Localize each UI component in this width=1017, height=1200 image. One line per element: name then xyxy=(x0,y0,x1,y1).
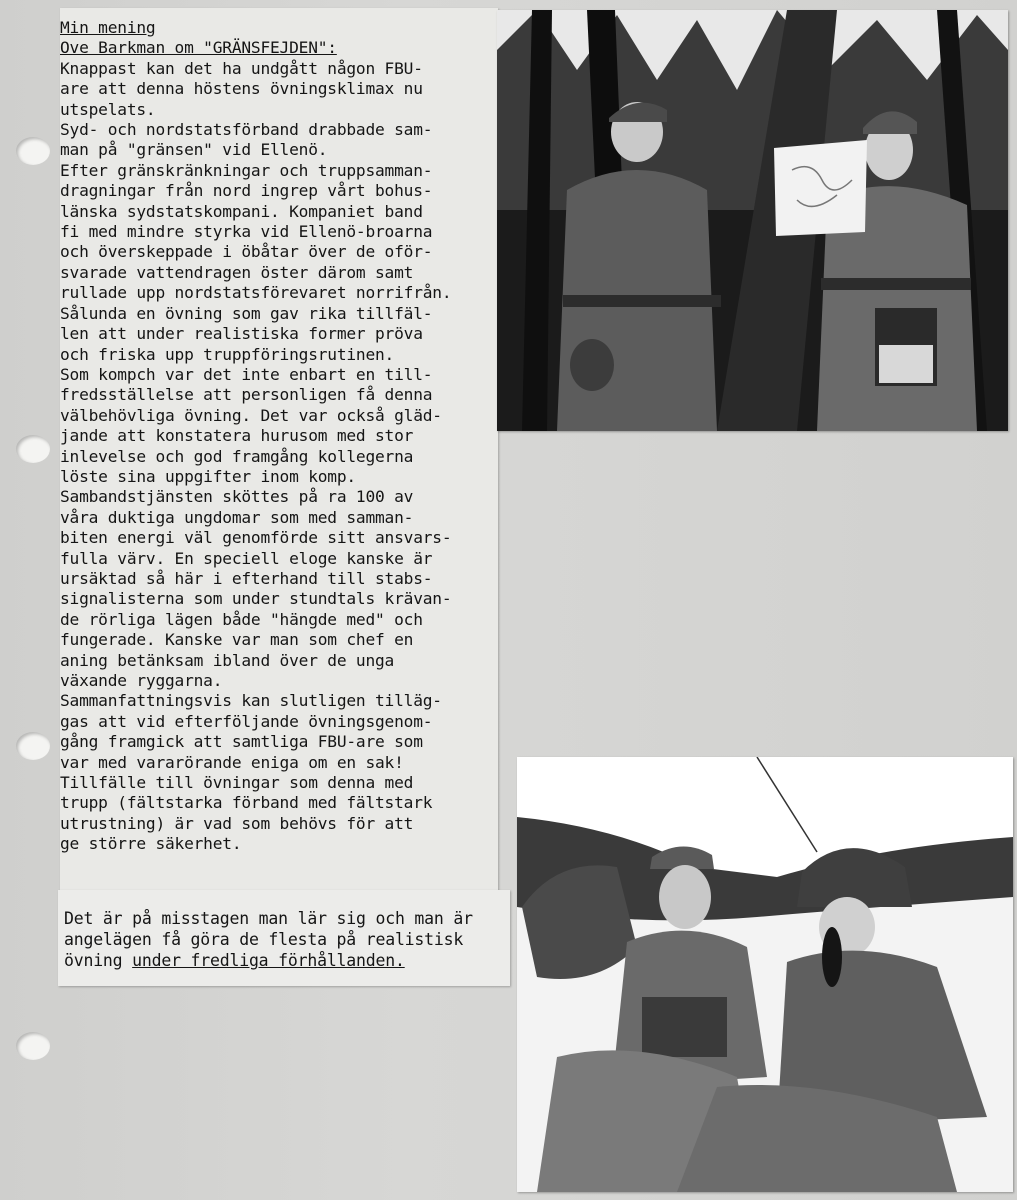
text-line: Sambandstjänsten sköttes på ra 100 av xyxy=(60,487,414,507)
text-line: inlevelse och god framgång kollegerna xyxy=(60,446,414,466)
photo-image xyxy=(517,757,1013,1192)
text-line: var med vararörande eniga om en sak! xyxy=(60,752,404,772)
newspaper-clipping-footer xyxy=(58,890,510,986)
text-line: fi med mindre styrka vid Ellenö-broarna xyxy=(60,222,433,242)
text-line: biten energi väl genomförde sitt ansvars- xyxy=(60,528,452,548)
footer-line-prefix: övning xyxy=(64,951,133,970)
text-line: Knappast kan det ha undgått någon FBU- xyxy=(60,58,423,78)
text-line: och överskeppade i öbåtar över de oför- xyxy=(60,242,433,262)
footer-line: Det är på misstagen man lär sig och man är xyxy=(64,909,473,928)
text-line: Syd- och nordstatsförband drabbade sam- xyxy=(60,120,433,140)
footer-line xyxy=(64,950,510,971)
text-line: Tillfälle till övningar som denna med xyxy=(60,773,414,793)
clipping-text xyxy=(60,18,496,855)
text-line: ge större säkerhet. xyxy=(60,834,242,854)
signal-soldiers-in-snow-photo xyxy=(517,757,1013,1192)
punch-hole xyxy=(16,435,50,463)
text-line: fredsställelse att personligen få denna xyxy=(60,385,433,405)
text-line: växande ryggarna. xyxy=(60,671,223,690)
text-line: signalisterna som under stundtals krävan- xyxy=(60,589,452,609)
text-line: dragningar från nord ingrep vårt bohus- xyxy=(60,181,433,201)
punch-hole xyxy=(16,732,50,760)
text-line: trupp (fältstarka förband med fältstark xyxy=(60,793,433,813)
text-line: våra duktiga ungdomar som med samman- xyxy=(60,507,414,527)
text-line: utrustning) är vad som behövs för att xyxy=(60,813,414,833)
text-line: Som kompch var det inte enbart en till- xyxy=(60,364,433,384)
text-line: jande att konstatera hurusom med stor xyxy=(60,426,414,446)
text-line: Efter gränskränkningar och truppsamman- xyxy=(60,160,433,180)
punch-hole xyxy=(16,1032,50,1060)
text-line: länska sydstatskompani. Kompaniet band xyxy=(60,201,423,221)
text-line: are att denna höstens övningsklimax nu xyxy=(60,79,423,99)
text-line: ursäktad så här i efterhand till stabs- xyxy=(60,568,433,588)
text-line: och friska upp truppföringsrutinen. xyxy=(60,344,395,364)
text-line: len att under realistiska former pröva xyxy=(60,324,423,344)
text-line: svarade vattendragen öster därom samt xyxy=(60,262,414,282)
text-line: välbehövliga övning. Det var också gläd- xyxy=(60,405,442,425)
text-line: rullade upp nordstatsförevaret norrifrån. xyxy=(60,283,452,303)
text-line: Sålunda en övning som gav rika tillfäl- xyxy=(60,303,433,323)
footer-line: angelägen få göra de flesta på realistisk xyxy=(64,930,464,949)
column-heading: Min mening xyxy=(60,18,156,37)
text-line: de rörliga lägen både "hängde med" och xyxy=(60,609,423,629)
footer-underlined-phrase: under fredliga förhållanden. xyxy=(132,951,405,970)
newspaper-clipping-main xyxy=(60,8,498,896)
text-line: utspelats. xyxy=(60,99,156,119)
text-line: gas att vid efterföljande övningsgenom- xyxy=(60,711,433,731)
text-line: man på "gränsen" vid Ellenö. xyxy=(60,140,328,160)
text-line: fulla värv. En speciell eloge kanske är xyxy=(60,548,433,568)
officers-with-map-photo xyxy=(497,10,1008,431)
text-line: aning betänksam ibland över de unga xyxy=(60,650,395,670)
text-line: Sammanfattningsvis kan slutligen tilläg- xyxy=(60,691,442,711)
text-line: gång framgick att samtliga FBU-are som xyxy=(60,732,423,752)
photo-image xyxy=(497,10,1008,431)
byline: Ove Barkman om "GRÄNSFEJDEN": xyxy=(60,38,337,58)
text-line: fungerade. Kanske var man som chef en xyxy=(60,630,414,650)
punch-hole xyxy=(16,137,50,165)
footer-text xyxy=(64,908,510,971)
text-line: löste sina uppgifter inom komp. xyxy=(60,466,356,486)
